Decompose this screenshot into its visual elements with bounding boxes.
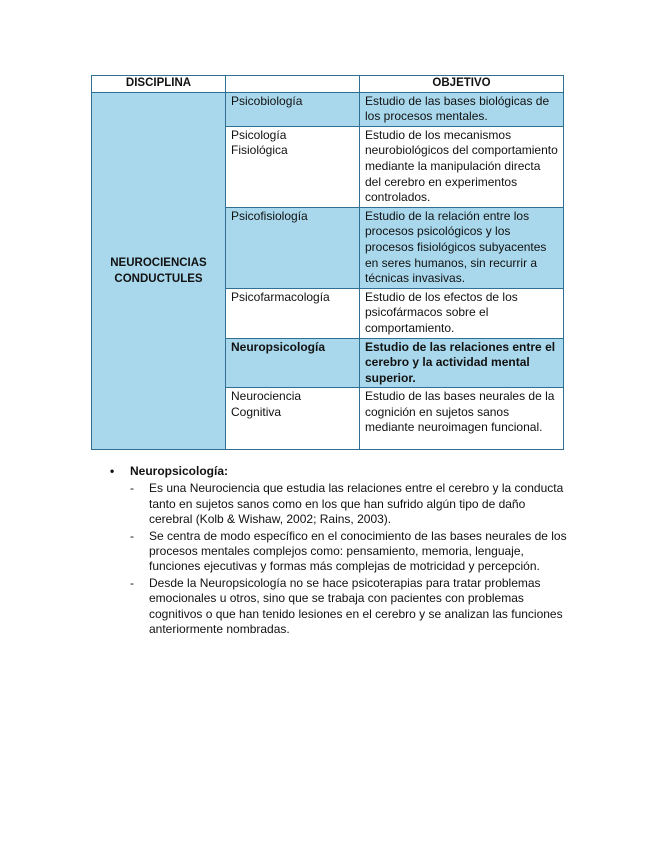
objective-cell: Estudio de la relación entre los procesos psicológicos y los procesos fisiológicos subyacentes en seres humanos, sin recurrir a técnicas invasivas. bbox=[360, 207, 564, 288]
table-row bbox=[92, 92, 564, 126]
group-label-line2: CONDUCTULES bbox=[114, 272, 203, 285]
group-label-line1: NEUROCIENCIAS bbox=[110, 256, 207, 269]
header-middle bbox=[226, 76, 360, 93]
notes-title: Neuropsicología: bbox=[130, 464, 229, 478]
objective-cell: Estudio de los mecanismos neurobiológicos del comportamiento mediante la manipulación directa del cerebro en experimentos controlados. bbox=[360, 126, 564, 207]
list-item bbox=[110, 529, 570, 575]
dash-icon: - bbox=[130, 481, 134, 496]
objective-cell: Estudio de las relaciones entre el cerebro y la actividad mental superior. bbox=[360, 338, 564, 388]
list-item-text: Es una Neurociencia que estudia las relaciones entre el cerebro y la conducta tanto en sujetos sanos como en los que han sufrido algún tipo de daño cerebral (Kolb & Wishaw, 2002; Rains, 2003). bbox=[149, 481, 564, 527]
header-disciplina: DISCIPLINA bbox=[92, 76, 226, 93]
dash-icon: - bbox=[130, 575, 134, 590]
objective-cell: Estudio de las bases biológicas de los procesos mentales. bbox=[360, 92, 564, 126]
dash-icon: - bbox=[130, 528, 134, 543]
list-item bbox=[110, 481, 570, 527]
list-item-text: Desde la Neuropsicología no se hace psicoterapias para tratar problemas emocionales u otros, sino que se trabaja con pacientes con problemas cognitivos o que han tenido lesiones en el cerebro y se analizan las funciones anteriormente nombradas. bbox=[149, 575, 563, 637]
notes-list bbox=[110, 481, 570, 637]
area-cell: Neurociencia Cognitiva bbox=[226, 388, 360, 450]
objective-cell: Estudio de las bases neurales de la cognición en sujetos sanos mediante neuroimagen funcional. bbox=[360, 388, 564, 450]
area-cell: Psicología Fisiológica bbox=[226, 126, 360, 207]
bullet-icon: • bbox=[110, 464, 115, 478]
notes-section bbox=[110, 464, 570, 638]
list-item bbox=[110, 576, 570, 638]
area-cell: Neuropsicología bbox=[226, 338, 360, 388]
objective-cell: Estudio de los efectos de los psicofármacos sobre el comportamiento. bbox=[360, 288, 564, 338]
list-item-text: Se centra de modo específico en el conocimiento de las bases neurales de los procesos mentales complejos como: pensamiento, memoria, lenguaje, funciones ejecutivas y formas más complejas de motricidad y percepción. bbox=[149, 528, 567, 574]
notes-heading bbox=[110, 464, 570, 479]
header-objetivo: OBJETIVO bbox=[360, 76, 564, 93]
area-cell: Psicofarmacología bbox=[226, 288, 360, 338]
area-cell: Psicofisiología bbox=[226, 207, 360, 288]
discipline-group-cell bbox=[92, 92, 226, 450]
disciplines-table bbox=[91, 75, 564, 450]
area-cell: Psicobiología bbox=[226, 92, 360, 126]
table-header-row bbox=[92, 76, 564, 93]
